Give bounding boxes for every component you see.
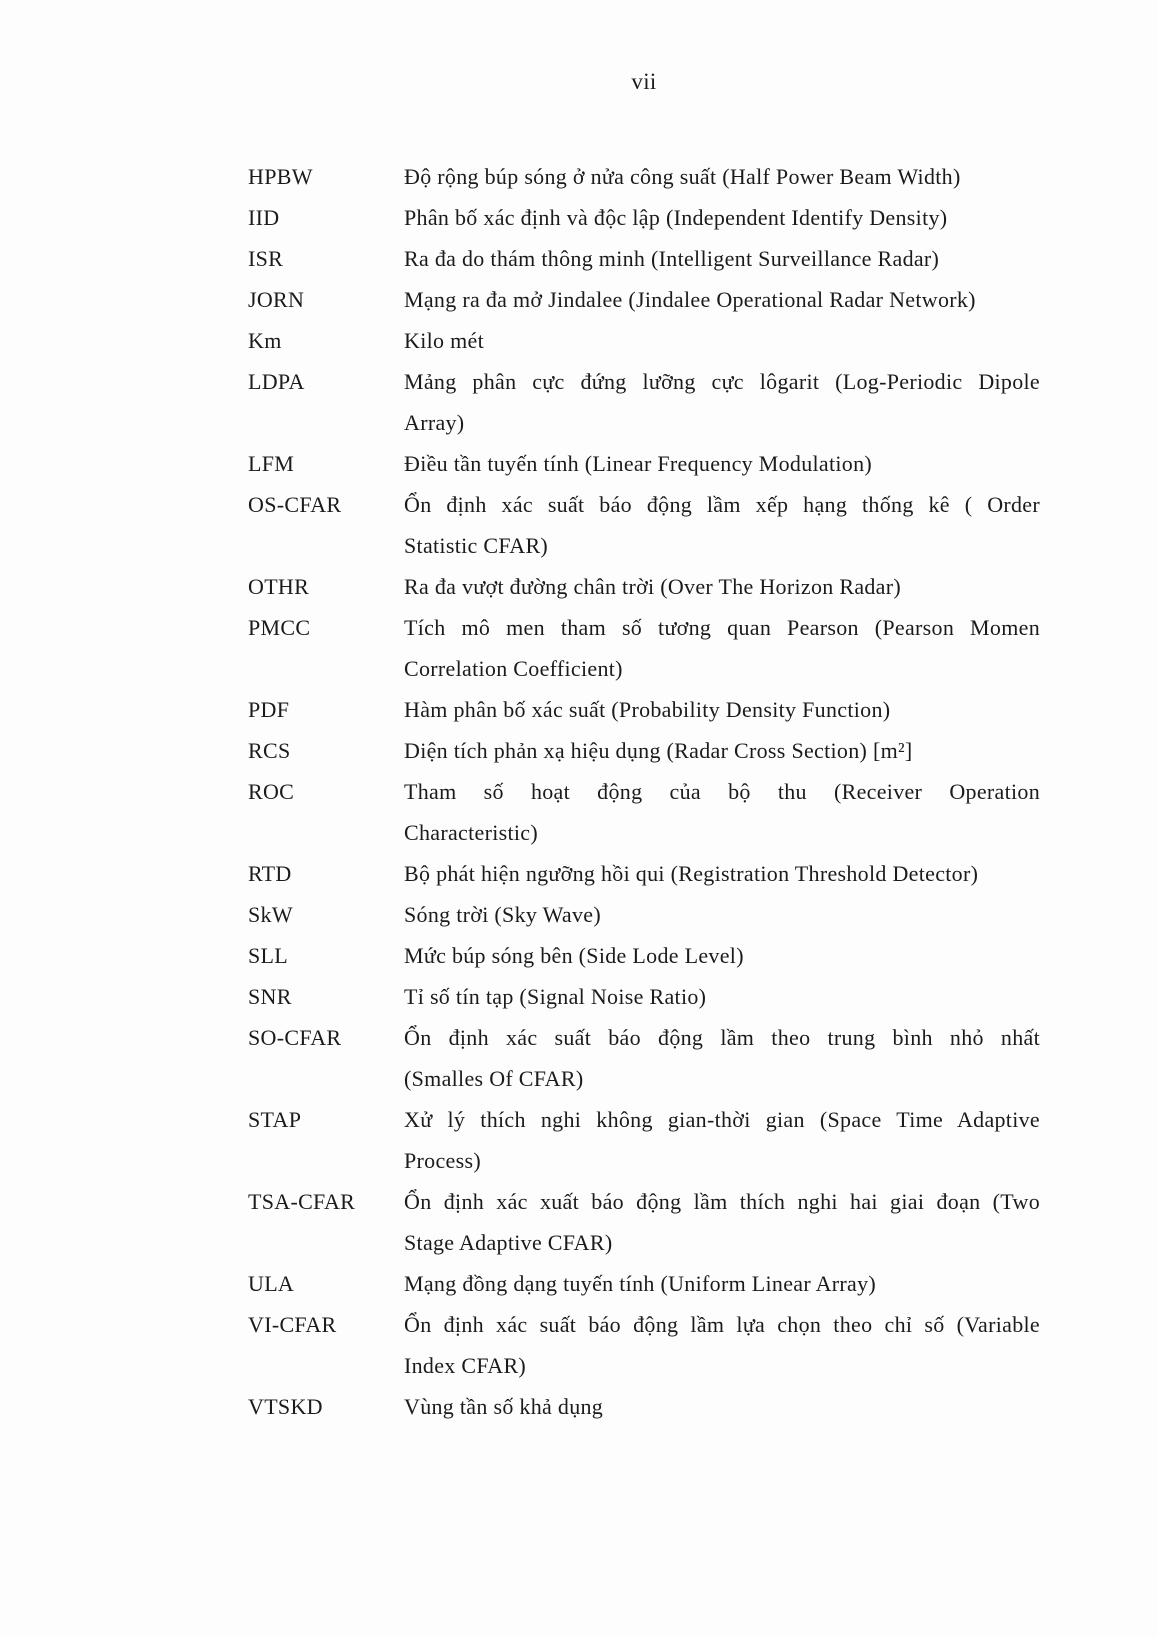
abbreviation-row bbox=[248, 484, 1040, 566]
abbreviation-row bbox=[248, 361, 1040, 443]
abbreviation-definition bbox=[404, 484, 1040, 566]
abbreviation-definition bbox=[404, 156, 1040, 197]
definition-line: Diện tích phản xạ hiệu dụng (Radar Cross Section) [m²] bbox=[404, 738, 913, 763]
abbreviation-term: VTSKD bbox=[248, 1394, 323, 1419]
abbreviation-definition bbox=[404, 976, 1040, 1017]
abbreviation-row bbox=[248, 853, 1040, 894]
definition-line: Correlation Coefficient) bbox=[404, 656, 623, 681]
abbreviation-definition bbox=[404, 771, 1040, 853]
abbreviation-term: VI-CFAR bbox=[248, 1312, 337, 1337]
abbreviation-term: SNR bbox=[248, 984, 292, 1009]
abbreviation-row bbox=[248, 607, 1040, 689]
definition-line: Tham số hoạt động của bộ thu (Receiver Operation bbox=[404, 779, 1040, 804]
definition-line: Mạng đồng dạng tuyến tính (Uniform Linear Array) bbox=[404, 1271, 877, 1296]
abbreviation-term: JORN bbox=[248, 287, 305, 312]
definition-line: Độ rộng búp sóng ở nửa công suất (Half Power Beam Width) bbox=[404, 164, 961, 189]
abbreviation-term: PMCC bbox=[248, 615, 311, 640]
abbreviation-definition bbox=[404, 1263, 1040, 1304]
definition-line: Mảng phân cực đứng lưỡng cực lôgarit (Log-Periodic Dipole bbox=[404, 369, 1040, 394]
definition-line: Ra đa vượt đường chân trời (Over The Horizon Radar) bbox=[404, 574, 902, 599]
abbreviation-row bbox=[248, 689, 1040, 730]
definition-line: Index CFAR) bbox=[404, 1353, 527, 1378]
definition-line: (Smalles Of CFAR) bbox=[404, 1066, 584, 1091]
definition-line: Stage Adaptive CFAR) bbox=[404, 1230, 613, 1255]
abbreviation-row bbox=[248, 1099, 1040, 1181]
abbreviation-row bbox=[248, 279, 1040, 320]
abbreviation-term: OS-CFAR bbox=[248, 492, 342, 517]
definition-line: Process) bbox=[404, 1148, 481, 1173]
abbreviation-definition bbox=[404, 361, 1040, 443]
abbreviation-row bbox=[248, 443, 1040, 484]
abbreviation-list bbox=[248, 156, 1040, 1427]
abbreviation-row bbox=[248, 1017, 1040, 1099]
abbreviation-term: RCS bbox=[248, 738, 291, 763]
abbreviation-definition bbox=[404, 689, 1040, 730]
abbreviation-term: HPBW bbox=[248, 164, 313, 189]
definition-line: Mức búp sóng bên (Side Lode Level) bbox=[404, 943, 744, 968]
abbreviation-term: ISR bbox=[248, 246, 284, 271]
abbreviation-term: LFM bbox=[248, 451, 295, 476]
definition-line: Ổn định xác suất báo động lầm lựa chọn theo chỉ số (Variable bbox=[404, 1312, 1040, 1337]
definition-line: Ổn định xác suất báo động lầm theo trung bình nhỏ nhất bbox=[404, 1025, 1040, 1050]
abbreviation-row bbox=[248, 1181, 1040, 1263]
abbreviation-row bbox=[248, 1386, 1040, 1427]
abbreviation-definition bbox=[404, 279, 1040, 320]
abbreviation-row bbox=[248, 730, 1040, 771]
abbreviation-definition bbox=[404, 1099, 1040, 1181]
abbreviation-row bbox=[248, 1263, 1040, 1304]
abbreviation-definition bbox=[404, 320, 1040, 361]
definition-line: Bộ phát hiện ngưỡng hồi qui (Registration Threshold Detector) bbox=[404, 861, 979, 886]
abbreviation-row bbox=[248, 156, 1040, 197]
definition-line: Array) bbox=[404, 410, 465, 435]
definition-line: Hàm phân bố xác suất (Probability Density Function) bbox=[404, 697, 891, 722]
abbreviation-definition bbox=[404, 197, 1040, 238]
abbreviation-term: SLL bbox=[248, 943, 289, 968]
abbreviation-definition bbox=[404, 935, 1040, 976]
abbreviation-term: OTHR bbox=[248, 574, 310, 599]
abbreviation-definition bbox=[404, 443, 1040, 484]
abbreviation-definition bbox=[404, 853, 1040, 894]
definition-line: Tỉ số tín tạp (Signal Noise Ratio) bbox=[404, 984, 707, 1009]
abbreviation-term: IID bbox=[248, 205, 280, 230]
definition-line: Ổn định xác xuất báo động lầm thích nghi hai giai đoạn (Two bbox=[404, 1189, 1040, 1214]
abbreviation-row bbox=[248, 566, 1040, 607]
definition-line: Sóng trời (Sky Wave) bbox=[404, 902, 601, 927]
abbreviation-row bbox=[248, 320, 1040, 361]
abbreviation-definition bbox=[404, 566, 1040, 607]
definition-line: Ra đa do thám thông minh (Intelligent Surveillance Radar) bbox=[404, 246, 940, 271]
abbreviation-term: RTD bbox=[248, 861, 292, 886]
definition-line: Điều tần tuyến tính (Linear Frequency Modulation) bbox=[404, 451, 873, 476]
abbreviation-definition bbox=[404, 1386, 1040, 1427]
abbreviation-definition bbox=[404, 607, 1040, 689]
abbreviation-term: PDF bbox=[248, 697, 290, 722]
abbreviation-term: Km bbox=[248, 328, 282, 353]
abbreviation-row bbox=[248, 935, 1040, 976]
definition-line: Mạng ra đa mở Jindalee (Jindalee Operational Radar Network) bbox=[404, 287, 976, 312]
abbreviation-term: SO-CFAR bbox=[248, 1025, 342, 1050]
abbreviation-row bbox=[248, 894, 1040, 935]
page-number: vii bbox=[631, 69, 657, 94]
definition-line: Vùng tần số khả dụng bbox=[404, 1394, 604, 1419]
definition-line: Characteristic) bbox=[404, 820, 538, 845]
definition-line: Statistic CFAR) bbox=[404, 533, 549, 558]
abbreviation-term: SkW bbox=[248, 902, 293, 927]
definition-line: Xử lý thích nghi không gian-thời gian (Space Time Adaptive bbox=[404, 1107, 1040, 1132]
abbreviation-row bbox=[248, 238, 1040, 279]
abbreviation-definition bbox=[404, 730, 1040, 771]
abbreviation-row bbox=[248, 197, 1040, 238]
definition-line: Phân bố xác định và độc lập (Independent Identify Density) bbox=[404, 205, 948, 230]
abbreviation-row bbox=[248, 976, 1040, 1017]
abbreviation-term: LDPA bbox=[248, 369, 305, 394]
abbreviation-definition bbox=[404, 1181, 1040, 1263]
abbreviation-definition bbox=[404, 894, 1040, 935]
abbreviation-term: ROC bbox=[248, 779, 295, 804]
definition-line: Kilo mét bbox=[404, 328, 485, 353]
abbreviation-definition bbox=[404, 238, 1040, 279]
abbreviation-term: TSA-CFAR bbox=[248, 1189, 356, 1214]
abbreviation-term: STAP bbox=[248, 1107, 302, 1132]
abbreviation-definition bbox=[404, 1304, 1040, 1386]
definition-line: Tích mô men tham số tương quan Pearson (Pearson Momen bbox=[404, 615, 1040, 640]
definition-line: Ổn định xác suất báo động lầm xếp hạng thống kê ( Order bbox=[404, 492, 1040, 517]
abbreviation-row bbox=[248, 771, 1040, 853]
abbreviation-row bbox=[248, 1304, 1040, 1386]
abbreviation-definition bbox=[404, 1017, 1040, 1099]
abbreviation-term: ULA bbox=[248, 1271, 295, 1296]
